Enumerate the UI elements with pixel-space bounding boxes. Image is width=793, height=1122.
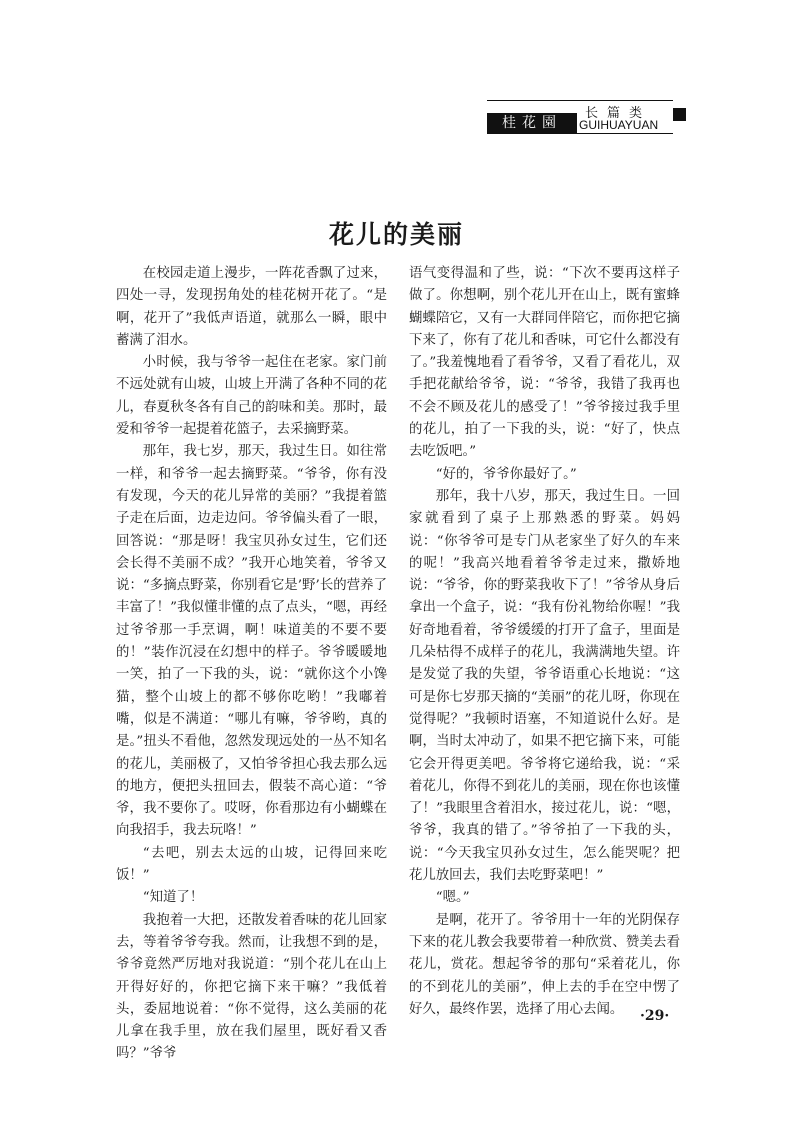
header-rule <box>487 100 673 101</box>
running-header <box>487 100 687 136</box>
paragraph: 那年，我十八岁，那天，我过生日。一回家就看到了桌子上那熟悉的野菜。妈妈说：“你爷爷可是专门从老家坐了好久的车来的呢！”我高兴地看着爷爷走过来，撒娇地说：“爷爷，你的野菜我收下了！”爷爷从身后拿出一个盒子，说：“我有份礼物给你喔！”我好奇地看着，爷爷缓缓的打开了盒子，里面是几朵枯得不成样子的花儿，我满满地失望。许是发觉了我的失望，爷爷语重心长地说：“这可是你七岁那天摘的“美丽”的花儿呀，你现在觉得呢？”我顿时语塞，不知道说什么好。是啊，当时太冲动了，如果不把它摘下来，可能它会开得更美吧。爷爷将它递给我，说：“采着花儿，你得不到花儿的美丽，现在你也该懂了！”我眼里含着泪水，接过花儿，说：“嗯，爷爷，我真的错了。”爷爷拍了一下我的头，说：“今天我宝贝孙女过生，怎么能哭呢？把花儿放回去，我们去吃野菜吧！” <box>409 488 680 884</box>
paragraph: 在校园走道上漫步，一阵花香飘了过来，四处一寻，发现拐角处的桂花树开花了。“是啊，花开了”我低声语道，就那么一瞬，眼中蓄满了泪水。 <box>116 266 387 348</box>
square-icon <box>673 108 686 121</box>
left-column <box>116 263 387 1066</box>
series-label: 长篇类 <box>585 106 652 121</box>
paragraph: “嗯。” <box>435 890 470 906</box>
paragraph: 那年，我七岁，那天，我过生日。如往常一样，和爷爷一起去摘野菜。“爷爷，你有没有发现，今天的花儿异常的美丽？”我提着篮子走在后面，边走边问。爷爷偏头看了一眼，回答说：“那是呀！我宝贝孙女过生，它们还会长得不美丽不成？”我开心地笑着，爷爷又说：“多摘点野菜，你别看它是’野’长的营养了丰富了！”我似懂非懂的点了点头，“嗯，再经过爷爷那一手烹调，啊！味道美的不要不要的！”装作沉浸在幻想中的样子。爷爷暖暖地一笑，拍了一下我的头，说：“就你这个小馋猫，整个山坡上的都不够你吃哟！”我嘟着嘴，似是不满道：“哪儿有嘛，爷爷哟，真的是。”扭头不看他，忽然发现远处的一丛不知名的花儿，美丽极了，又怕爷爷担心我去那么远的地方，便把头扭回去，假装不高心道：“爷爷，我不要你了。哎呀，你看那边有小蝴蝶在向我招手，我去玩咯！” <box>116 444 387 839</box>
right-column <box>409 263 680 1021</box>
header-underline <box>577 133 673 134</box>
paragraph: “知道了！ <box>142 890 204 906</box>
paragraph: “去吧，别去太远的山坡，记得回来吃饭！” <box>116 845 387 884</box>
page-number: ·29· <box>640 1008 670 1024</box>
section-label: 桂花園 <box>487 113 577 134</box>
paragraph: 语气变得温和了些，说：“下次不要再这样子做了。你想啊，别个花儿开在山上，既有蜜蜂蝴蝶陪它，又有一大群同伴陪它，而你把它摘下来了，你有了花儿和香味，可它什么都没有了。”我羞愧地看了看爷爷，又看了看花儿，双手把花献给爷爷，说：“爷爷，我错了我再也不会不顾及花儿的感受了！”爷爷接过我手里的花儿，拍了一下我的头，说：“好了，快点去吃饭吧。” <box>409 266 680 460</box>
article-title: 花儿的美丽 <box>328 219 464 249</box>
paragraph: 小时候，我与爷爷一起住在老家。家门前不远处就有山坡，山坡上开满了各种不同的花儿，春夏秋冬各有自己的韵味和美。那时，最爱和爷爷一起提着花篮子，去采摘野菜。 <box>116 355 387 438</box>
paragraph: 是啊，花开了。爷爷用十一年的光阴保存下来的花儿教会我要带着一种欣赏、赞美去看花儿，赏花。想起爷爷的那句“采着花儿，你的不到花儿的美丽”，伸上去的手在空中愣了好久，最终作罢，选择了用心去闻。 <box>409 912 680 1017</box>
pinyin-label: GUIHUAYUAN <box>579 118 659 132</box>
paragraph: 我抱着一大把，还散发着香味的花儿回家去，等着爷爷夸我。然而，让我想不到的是，爷爷竟然严厉地对我说道：“别个花儿在山上开得好好的，你把它摘下来干嘛？”我低着头，委屈地说着：“你不觉得，这么美丽的花儿拿在我手里，放在我们屋里，既好看又香吗？”爷爷 <box>116 912 387 1062</box>
paragraph: “好的，爷爷你最好了。” <box>435 466 577 482</box>
